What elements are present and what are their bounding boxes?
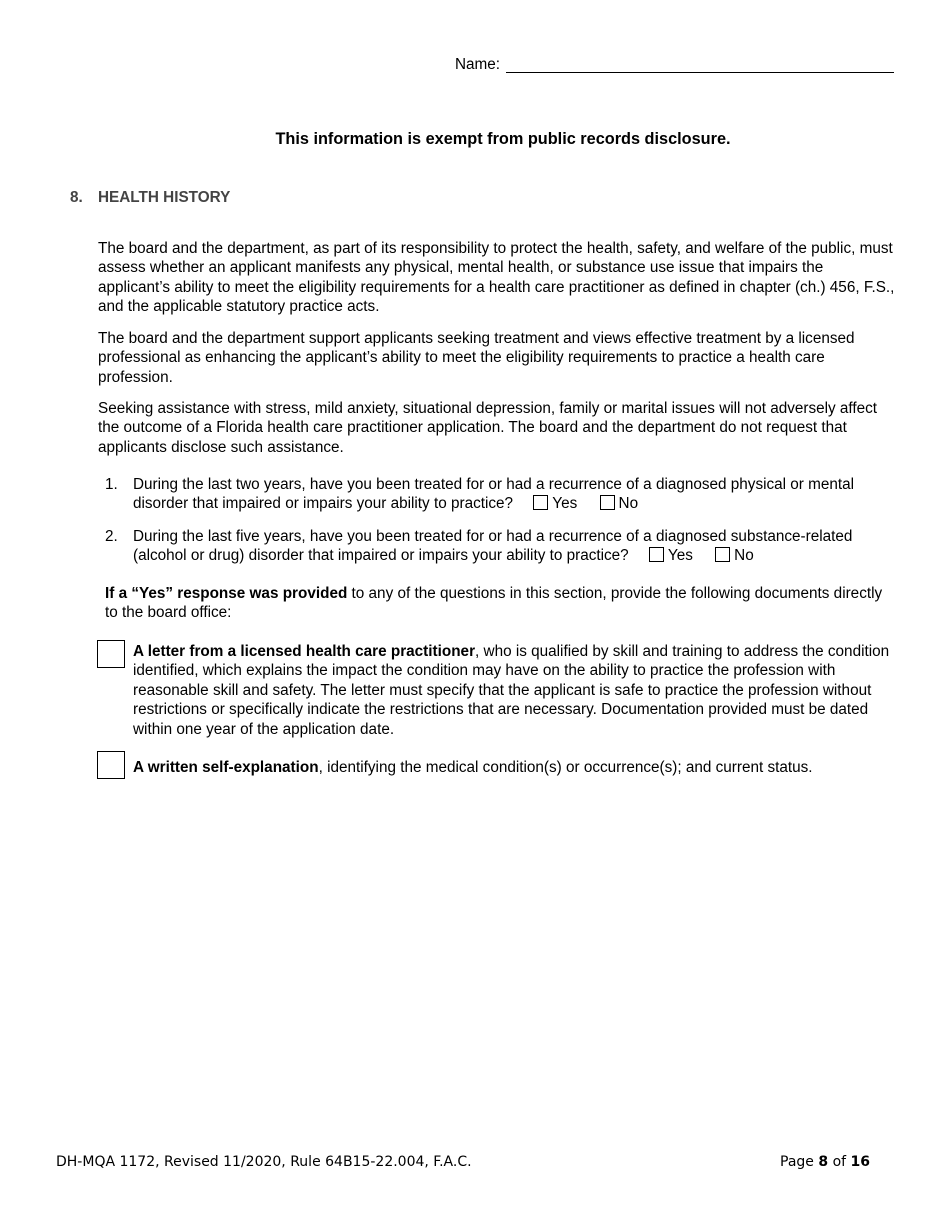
section-heading	[70, 189, 230, 207]
paragraph-treatment-support: The board and the department support applicants seeking treatment and views effective treatment by a licensed professional as enhancing the applicant’s ability to meet the eligibility requirements to practice a health care profession.	[98, 330, 855, 386]
paragraph-assistance: Seeking assistance with stress, mild anxiety, situational depression, family or marital issues will not adversely affect the outcome of a Florida health care practitioner application. The board and the department do not request that applicants disclose such assistance.	[98, 400, 878, 456]
question-number: 2.	[105, 528, 118, 545]
section-title: HEALTH HISTORY	[98, 189, 231, 206]
question-text-wrapper	[133, 475, 893, 514]
name-field[interactable]	[455, 54, 500, 76]
q2-yes-option[interactable]	[649, 547, 693, 564]
q1-yes-checkbox[interactable]	[533, 495, 548, 510]
page-number	[780, 1153, 870, 1171]
q2-yes-checkbox[interactable]	[649, 547, 664, 562]
q1-yes-option[interactable]	[533, 495, 577, 512]
document-letter-rest: , who is qualified by skill and training to address the condition identified, which explains the impact the condition may have on the ability to practice the profession with reasonable skill and safety. The letter must specify that the applicant is safe to practice the profession without restrictions or specifically indicate the restrictions that are necessary. Documentation provided must be dated within one year of the application date.	[133, 643, 890, 738]
page-total: 16	[850, 1154, 870, 1170]
q1-no-checkbox[interactable]	[600, 495, 615, 510]
name-label: Name:	[455, 56, 501, 73]
document-self-explanation-rest: , identifying the medical condition(s) or occurrence(s); and current status.	[318, 759, 813, 776]
paragraph-responsibility: The board and the department, as part of its responsibility to protect the health, safety, and welfare of the public, must assess whether an applicant manifests any physical, mental health, or substance use issue that impairs the applicant’s ability to meet the eligibility requirements for a health care practitioner as defined in chapter (ch.) 456, F.S., and the applicable statutory practice acts.	[98, 240, 895, 316]
q2-no-label: No	[734, 547, 754, 565]
form-identifier: DH-MQA 1172, Revised 11/2020, Rule 64B15-22.004, F.A.C.	[56, 1154, 472, 1170]
document-letter	[133, 642, 895, 739]
exempt-notice: This information is exempt from public records disclosure.	[275, 130, 731, 148]
yes-note-bold: If a “Yes” response was provided	[105, 585, 348, 602]
yes-response-instructions	[105, 584, 895, 623]
question-number: 1.	[105, 476, 118, 493]
section-number: 8.	[70, 189, 83, 206]
page-word: Page	[780, 1154, 814, 1170]
letter-checkbox[interactable]	[97, 640, 125, 668]
q1-no-label: No	[618, 495, 639, 513]
document-letter-bold: A letter from a licensed health care practitioner	[133, 643, 476, 660]
q2-no-option[interactable]	[715, 547, 754, 564]
document-self-explanation-bold: A written self-explanation	[133, 759, 319, 776]
page-current: 8	[818, 1154, 829, 1170]
yes-note-rest: to any of the questions in this section, provide the following documents directly to the board office:	[105, 585, 883, 622]
question-text-wrapper	[133, 527, 893, 566]
question-text: During the last two years, have you been treated for or had a recurrence of a diagnosed physical or mental disorder that impaired or impairs your ability to practice?	[133, 476, 855, 513]
q1-no-option[interactable]	[600, 495, 639, 512]
name-underline[interactable]	[506, 72, 894, 73]
q2-no-checkbox[interactable]	[715, 547, 730, 562]
question-text: During the last five years, have you been treated for or had a recurrence of a diagnosed substance-related (alcohol or drug) disorder that impaired or impairs your ability to practice?	[133, 528, 853, 565]
document-self-explanation	[133, 758, 895, 777]
q1-yes-label: Yes	[552, 495, 578, 513]
page-of: of	[832, 1154, 847, 1170]
self-explanation-checkbox[interactable]	[97, 751, 125, 779]
q2-yes-label: Yes	[667, 547, 693, 565]
